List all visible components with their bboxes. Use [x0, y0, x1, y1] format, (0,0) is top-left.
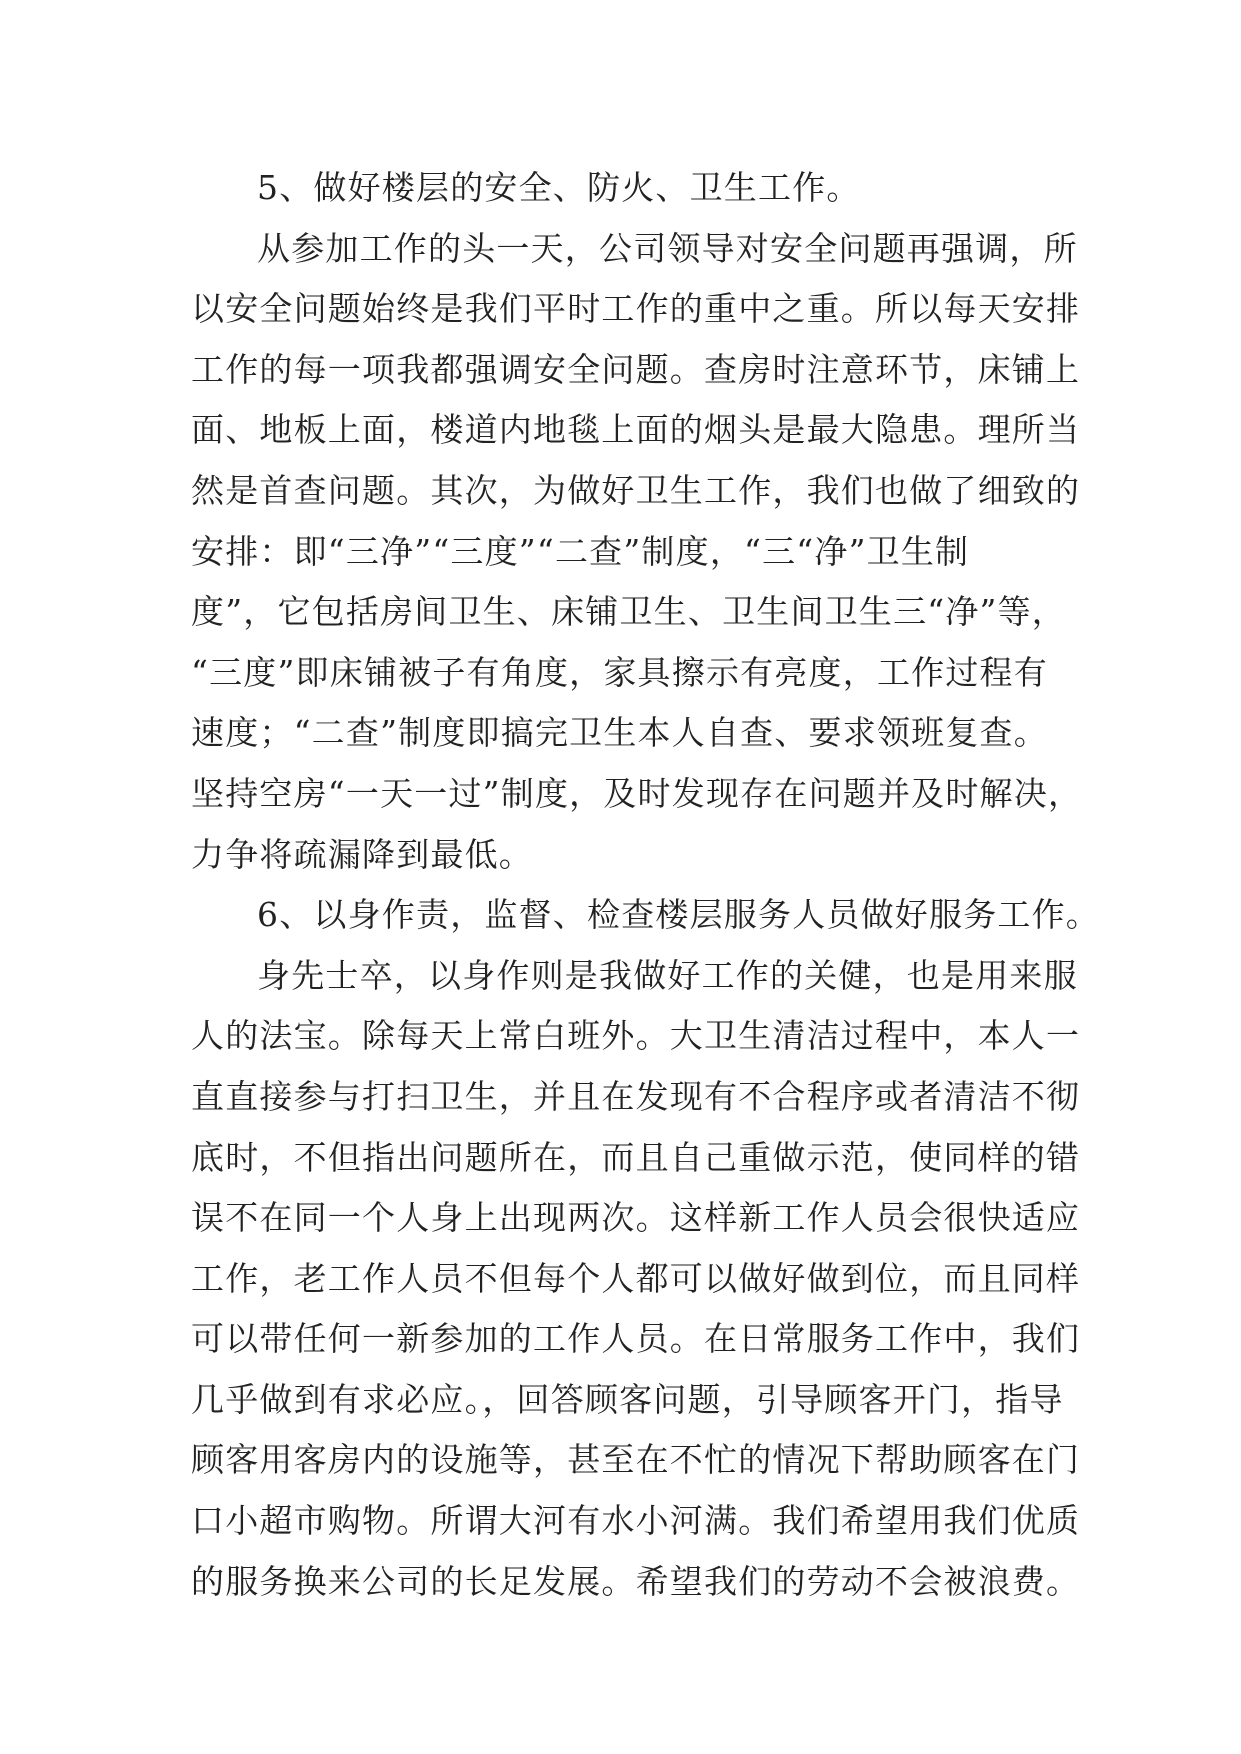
text-line: 从参加工作的头一天，公司领导对安全问题再强调，所 — [257, 228, 1078, 268]
text-line: 5、做好楼层的安全、防火、卫生工作。 — [257, 168, 861, 207]
text-line: 6、以身作责，监督、检查楼层服务人员做好服务工作。 — [257, 895, 1100, 935]
text-line: 顾客用客房内的设施等，甚至在不忙的情况下帮助顾客在门 — [191, 1440, 1081, 1480]
text-line: 以安全问题始终是我们平时工作的重中之重。所以每天安排 — [191, 289, 1081, 329]
text-line: 底时，不但指出问题所在，而且自己重做示范，使同样的错 — [191, 1137, 1081, 1177]
text-line: 身先士卒，以身作则是我做好工作的关健，也是用来服 — [257, 955, 1078, 995]
text-line: “三度”即床铺被子有角度，家具擦示有亮度，工作过程有 — [191, 652, 1048, 692]
text-line: 度”，它包括房间卫生、床铺卫生、卫生间卫生三“净”等， — [191, 592, 1067, 632]
text-line: 可以带任何一新参加的工作人员。在日常服务工作中，我们 — [191, 1319, 1081, 1359]
text-line: 然是首查问题。其次，为做好卫生工作，我们也做了细致的 — [191, 470, 1081, 510]
document-body — [191, 158, 1100, 1612]
text-line: 安排：即“三净”“三度”“二查”制度，“三“净”卫生制 — [191, 531, 970, 571]
text-line: 工作的每一项我都强调安全问题。查房时注意环节，床铺上 — [191, 349, 1081, 389]
text-line: 面、地板上面，楼道内地毯上面的烟头是最大隐患。理所当 — [191, 410, 1081, 450]
text-line: 工作，老工作人员不但每个人都可以做好做到位，而且同样 — [191, 1258, 1081, 1298]
text-line: 坚持空房“一天一过”制度，及时发现存在问题并及时解决， — [191, 773, 1083, 813]
text-line: 几乎做到有求必应。，回答顾客问题，引导顾客开门，指导 — [191, 1379, 1064, 1419]
text-line: 口小超市购物。所谓大河有水小河满。我们希望用我们优质 — [191, 1501, 1081, 1541]
text-line: 速度；“二查”制度即搞完卫生本人自查、要求领班复查。 — [191, 713, 1048, 753]
text-line: 的服务换来公司的长足发展。希望我们的劳动不会被浪费。 — [191, 1561, 1081, 1601]
text-line: 力争将疏漏降到最低。 — [191, 834, 533, 874]
text-line: 人的法宝。除每天上常白班外。大卫生清洁过程中，本人一 — [191, 1016, 1081, 1056]
text-line: 直直接参与打扫卫生，并且在发现有不合程序或者清洁不彻 — [191, 1076, 1081, 1116]
text-line: 误不在同一个人身上出现两次。这样新工作人员会很快适应 — [191, 1198, 1081, 1238]
